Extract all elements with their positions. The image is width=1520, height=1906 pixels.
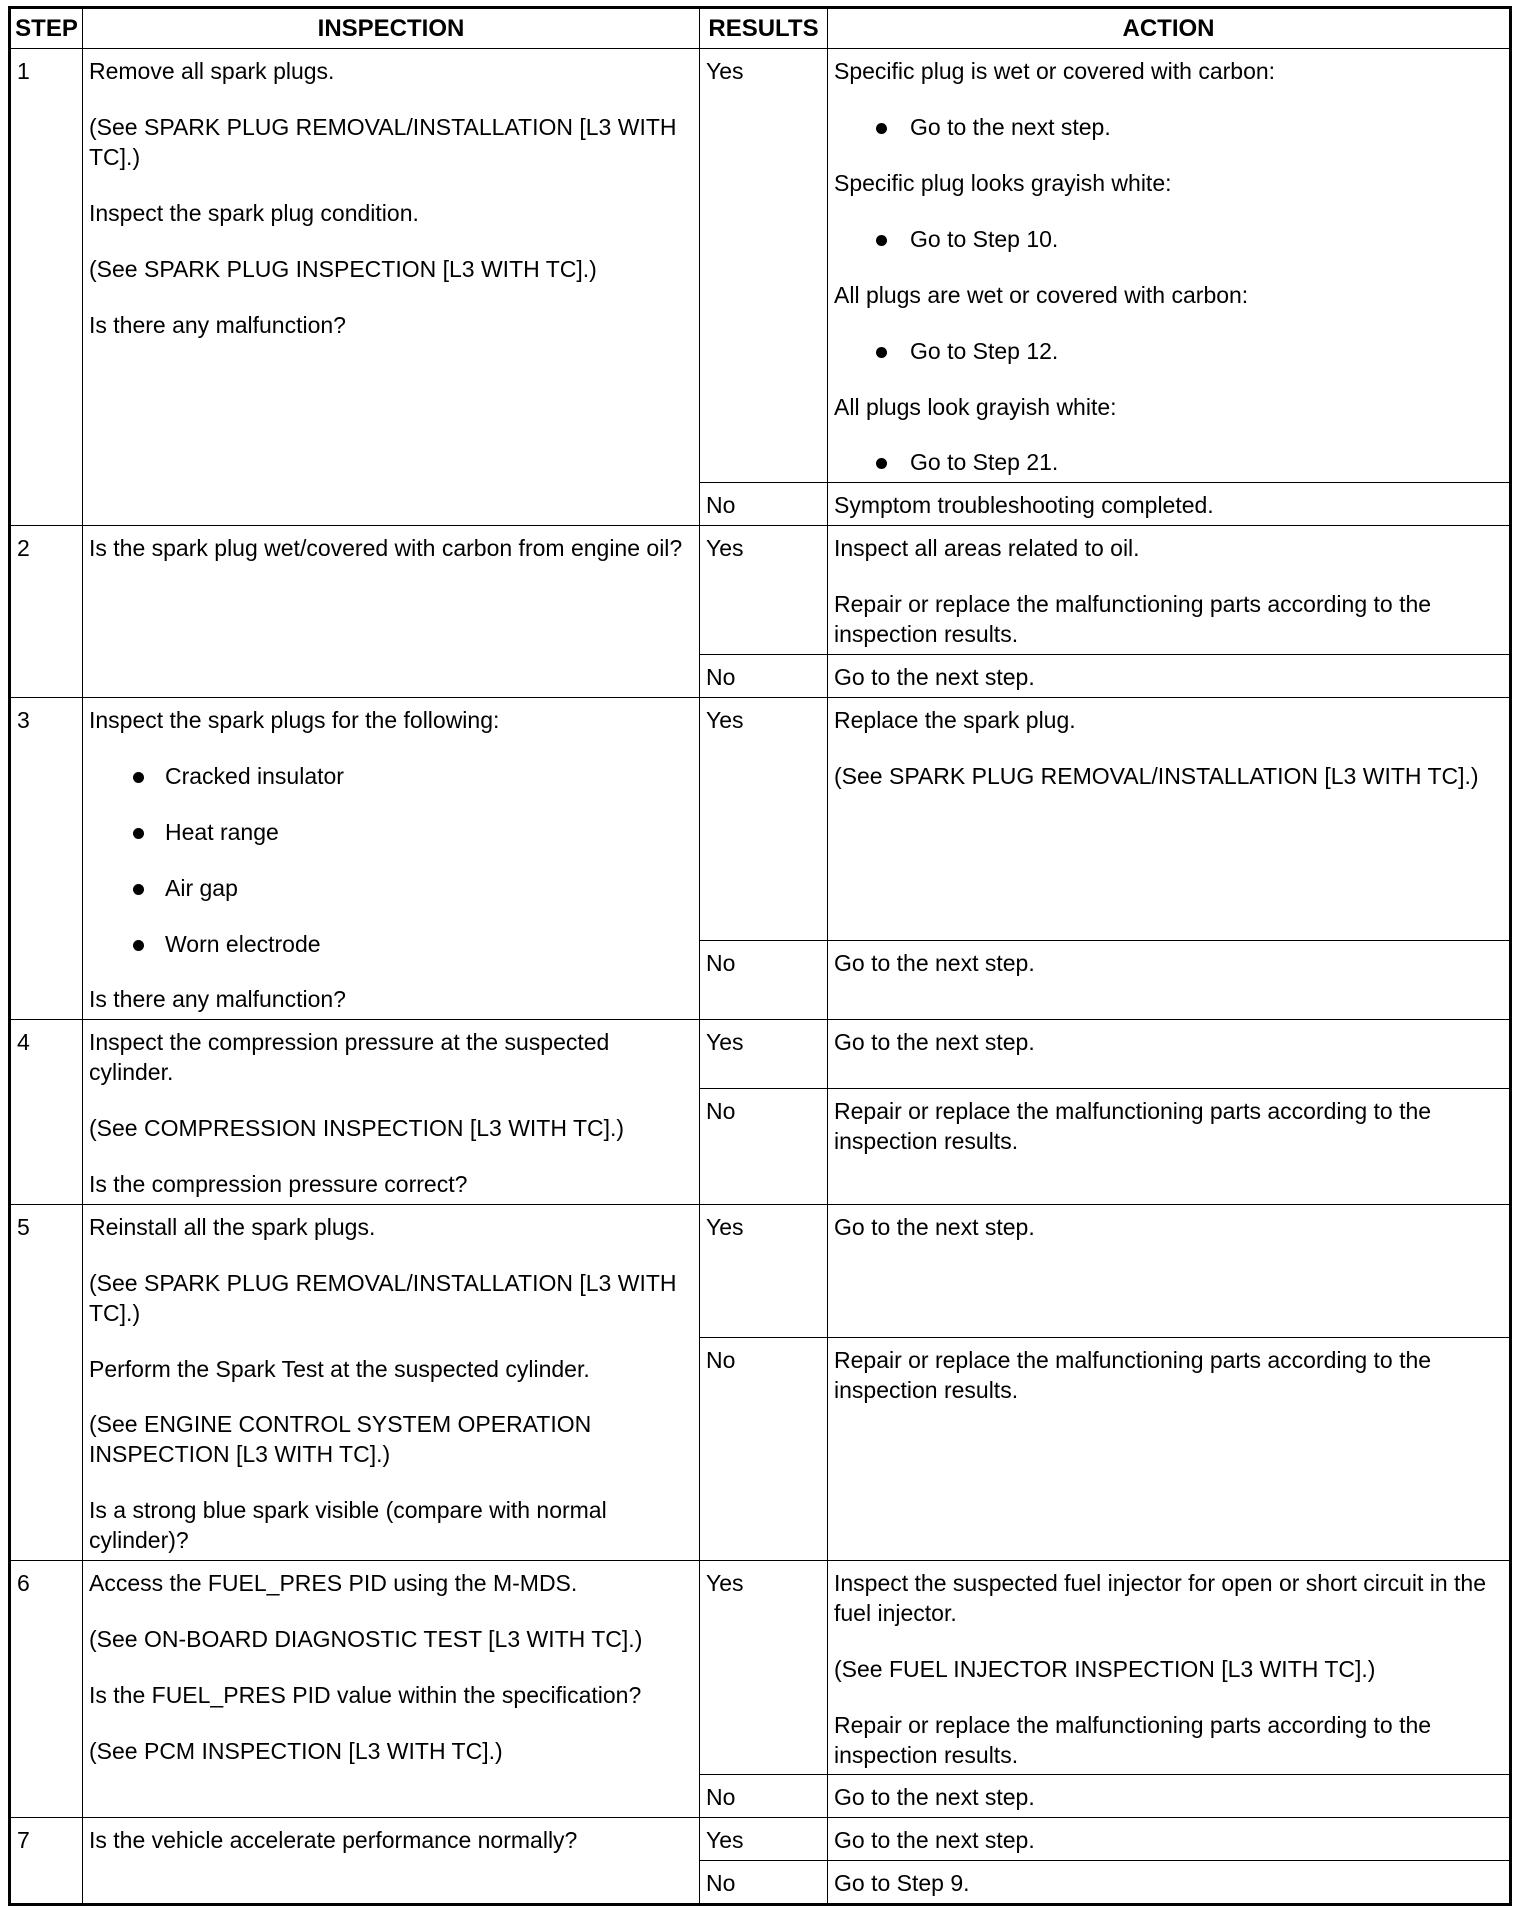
result-yes: Yes	[700, 1020, 828, 1089]
action-text: Inspect the suspected fuel injector for open or short circuit in the fuel injector.	[834, 1570, 1487, 1626]
inspection-question: Is the compression pressure correct?	[89, 1171, 468, 1197]
result-no: No	[700, 1861, 828, 1905]
header-results: RESULTS	[700, 8, 828, 49]
inspection-question: Is there any malfunction?	[89, 311, 346, 338]
step-5-yes-action: Go to the next step.	[828, 1204, 1511, 1337]
inspection-question: Is a strong blue spark visible (compare with normal cylinder)?	[89, 1497, 607, 1554]
step-4-yes-action: Go to the next step.	[828, 1020, 1511, 1089]
inspection-reference: (See ON-BOARD DIAGNOSTIC TEST [L3 WITH TC].)	[89, 1625, 643, 1652]
step-3-inspection	[83, 697, 700, 1019]
header-action: ACTION	[828, 8, 1511, 49]
step-3-yes-row	[10, 697, 1511, 940]
step-1-yes-row	[10, 49, 1511, 483]
inspection-reference: (See SPARK PLUG REMOVAL/INSTALLATION [L3 WITH TC].)	[89, 114, 677, 170]
action-bullet: Go to Step 21.	[834, 448, 1503, 478]
result-yes: Yes	[700, 697, 828, 940]
step-6-yes-row	[10, 1561, 1511, 1775]
diagnostic-table	[8, 6, 1512, 1906]
action-condition: All plugs look grayish white:	[834, 393, 1117, 420]
action-condition: All plugs are wet or covered with carbon:	[834, 281, 1249, 308]
action-text: Replace the spark plug.	[834, 706, 1076, 733]
step-7-yes-row	[10, 1818, 1511, 1861]
step-number: 5	[10, 1204, 83, 1560]
step-number: 4	[10, 1020, 83, 1205]
step-2-inspection: Is the spark plug wet/covered with carbon from engine oil?	[83, 526, 700, 698]
inspection-text: Inspect the compression pressure at the suspected cylinder.	[89, 1029, 610, 1086]
step-1-yes-action	[828, 49, 1511, 483]
action-bullet: Go to Step 12.	[834, 337, 1503, 367]
inspection-bullet: Cracked insulator	[89, 762, 693, 792]
step-7-inspection: Is the vehicle accelerate performance normally?	[83, 1818, 700, 1905]
action-reference: (See FUEL INJECTOR INSPECTION [L3 WITH TC].)	[834, 1655, 1376, 1682]
inspection-reference: (See SPARK PLUG REMOVAL/INSTALLATION [L3 WITH TC].)	[89, 1269, 677, 1326]
inspection-reference: (See SPARK PLUG INSPECTION [L3 WITH TC].)	[89, 255, 597, 282]
header-step: STEP	[10, 8, 83, 49]
inspection-question: Is the FUEL_PRES PID value within the specification?	[89, 1681, 642, 1708]
result-no: No	[700, 1775, 828, 1818]
inspection-text: Remove all spark plugs.	[89, 58, 335, 85]
step-6-no-action: Go to the next step.	[828, 1775, 1511, 1818]
action-condition: Specific plug looks grayish white:	[834, 169, 1172, 196]
result-yes: Yes	[700, 1204, 828, 1337]
step-5-inspection	[83, 1204, 700, 1560]
action-text: Repair or replace the malfunctioning parts according to the inspection results.	[834, 1711, 1432, 1768]
result-no: No	[700, 1337, 828, 1560]
step-7-no-action: Go to Step 9.	[828, 1861, 1511, 1905]
result-yes: Yes	[700, 1561, 828, 1775]
step-7-yes-action: Go to the next step.	[828, 1818, 1511, 1861]
step-number: 7	[10, 1818, 83, 1905]
step-number: 3	[10, 697, 83, 1019]
result-yes: Yes	[700, 526, 828, 655]
step-4-inspection	[83, 1020, 700, 1205]
step-5-yes-row	[10, 1204, 1511, 1337]
step-number: 6	[10, 1561, 83, 1818]
inspection-reference: (See COMPRESSION INSPECTION [L3 WITH TC].)	[89, 1115, 625, 1142]
action-condition: Specific plug is wet or covered with carbon:	[834, 58, 1276, 85]
step-number: 2	[10, 526, 83, 698]
inspection-reference: (See ENGINE CONTROL SYSTEM OPERATION INSPECTION [L3 WITH TC].)	[89, 1411, 592, 1468]
header-inspection: INSPECTION	[83, 8, 700, 49]
inspection-text: Access the FUEL_PRES PID using the M-MDS.	[89, 1570, 578, 1597]
inspection-bullet: Air gap	[89, 874, 693, 904]
step-6-yes-action	[828, 1561, 1511, 1775]
inspection-text: Inspect the spark plugs for the following:	[89, 706, 500, 733]
result-yes: Yes	[700, 49, 828, 483]
result-no: No	[700, 941, 828, 1020]
result-yes: Yes	[700, 1818, 828, 1861]
action-text: Inspect all areas related to oil.	[834, 535, 1140, 562]
inspection-bullet: Worn electrode	[89, 930, 693, 960]
step-5-no-action: Repair or replace the malfunctioning parts according to the inspection results.	[828, 1337, 1511, 1560]
inspection-reference: (See PCM INSPECTION [L3 WITH TC].)	[89, 1737, 503, 1764]
action-reference: (See SPARK PLUG REMOVAL/INSTALLATION [L3 WITH TC].)	[834, 762, 1479, 789]
inspection-text: Inspect the spark plug condition.	[89, 199, 419, 226]
inspection-text: Reinstall all the spark plugs.	[89, 1213, 376, 1240]
step-3-no-action: Go to the next step.	[828, 941, 1511, 1020]
result-no: No	[700, 654, 828, 697]
action-bullet: Go to the next step.	[834, 113, 1503, 143]
step-6-inspection	[83, 1561, 700, 1818]
inspection-text: Perform the Spark Test at the suspected cylinder.	[89, 1355, 590, 1382]
step-2-no-action: Go to the next step.	[828, 654, 1511, 697]
step-1-inspection	[83, 49, 700, 526]
step-4-no-action: Repair or replace the malfunctioning parts according to the inspection results.	[828, 1089, 1511, 1205]
inspection-question: Is there any malfunction?	[89, 986, 346, 1013]
step-number: 1	[10, 49, 83, 526]
inspection-bullet: Heat range	[89, 818, 693, 848]
result-no: No	[700, 1089, 828, 1205]
action-text: Repair or replace the malfunctioning parts according to the inspection results.	[834, 591, 1432, 648]
step-2-yes-action	[828, 526, 1511, 655]
step-3-yes-action	[828, 697, 1511, 940]
action-bullet: Go to Step 10.	[834, 225, 1503, 255]
header-row	[10, 8, 1511, 49]
step-2-yes-row	[10, 526, 1511, 655]
step-4-yes-row	[10, 1020, 1511, 1089]
result-no: No	[700, 483, 828, 526]
step-1-no-action: Symptom troubleshooting completed.	[828, 483, 1511, 526]
